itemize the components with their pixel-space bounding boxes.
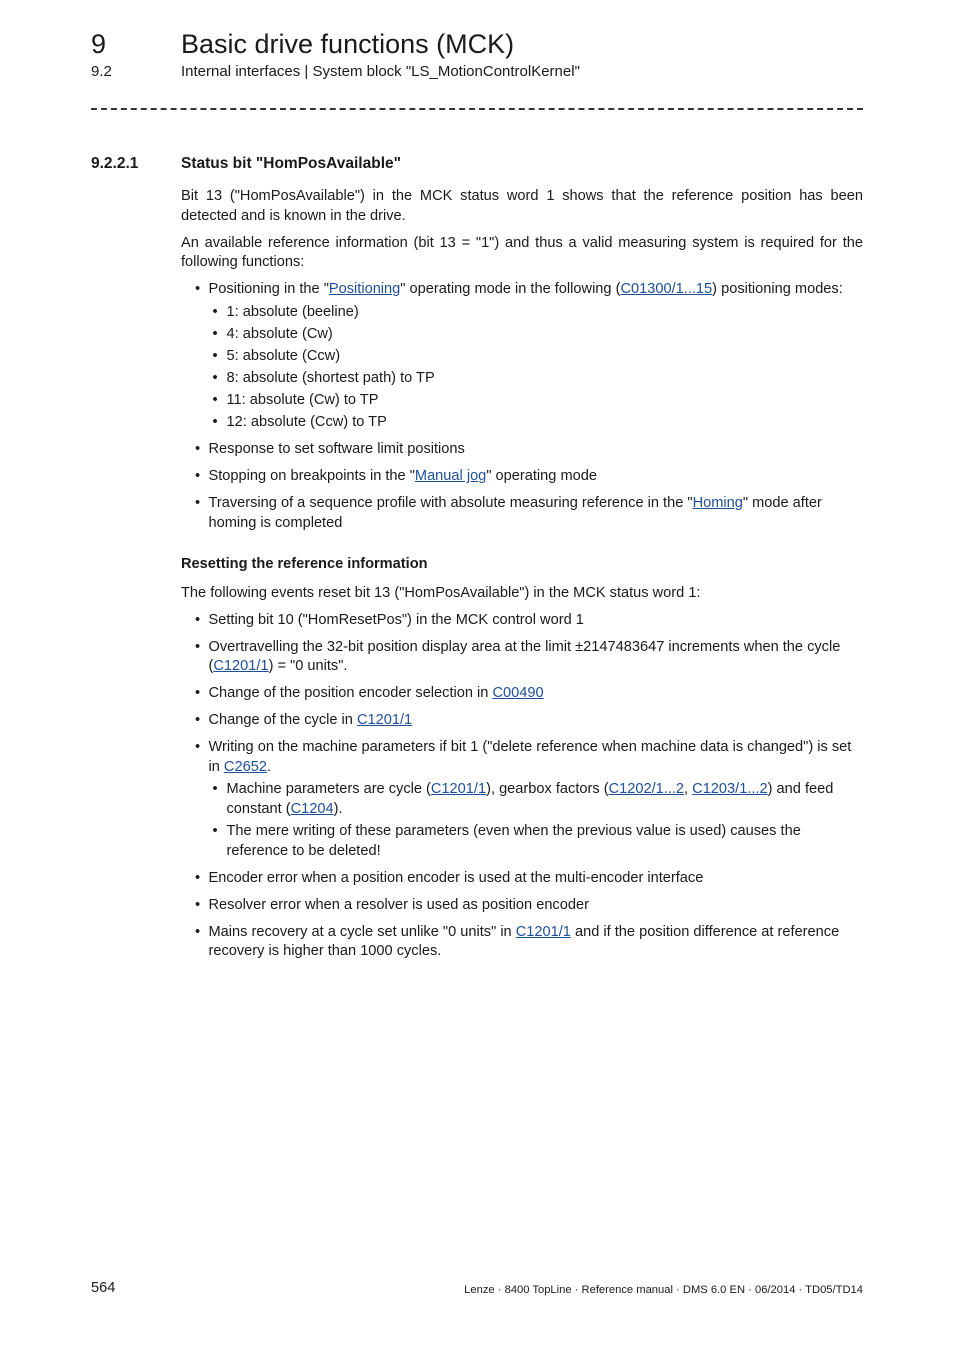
page-number: 564 bbox=[91, 1280, 116, 1296]
c1201-link[interactable]: C1201/1 bbox=[430, 781, 487, 798]
main-content bbox=[181, 187, 863, 969]
heading-title: Status bit "HomPosAvailable" bbox=[181, 155, 401, 172]
required-functions-list bbox=[181, 280, 863, 533]
text: . bbox=[266, 758, 271, 775]
text: and if the position difference at reference recovery is higher than 1000 cycles. bbox=[208, 923, 840, 960]
reset-events-list bbox=[181, 611, 863, 962]
c1202-link[interactable]: C1202/1...2 bbox=[608, 781, 685, 798]
section-title: Internal interfaces | System block "LS_MotionControlKernel" bbox=[181, 63, 580, 80]
chapter-number: 9 bbox=[91, 29, 107, 59]
list-item: • Resolver error when a resolver is used as position encoder bbox=[181, 896, 863, 916]
list-item bbox=[181, 738, 863, 861]
list-item bbox=[181, 467, 863, 487]
list-item bbox=[181, 923, 863, 962]
homing-link[interactable]: Homing bbox=[692, 495, 743, 512]
c1201-link[interactable]: C1201/1 bbox=[515, 923, 571, 940]
list-item: • Setting bit 10 ("HomResetPos") in the MCK control word 1 bbox=[181, 611, 863, 631]
text: Positioning in the " bbox=[208, 281, 329, 297]
footer-doc-info: Lenze · 8400 TopLine · Reference manual · DMS 6.0 EN · 06/2014 · TD05/TD14 bbox=[464, 1284, 863, 1296]
machine-parameters-list bbox=[209, 780, 864, 861]
text: , bbox=[684, 781, 693, 798]
c01300-link[interactable]: C01300/1...15 bbox=[620, 281, 713, 297]
intro-paragraph-1: Bit 13 ("HomPosAvailable") in the MCK status word 1 shows that the reference position has been detected and is known in the drive. bbox=[181, 188, 863, 224]
c00490-link[interactable]: C00490 bbox=[492, 685, 544, 702]
list-item bbox=[181, 684, 863, 704]
c1204-link[interactable]: C1204 bbox=[290, 800, 334, 817]
list-item bbox=[181, 280, 863, 433]
text: " operating mode in the following ( bbox=[400, 281, 621, 297]
list-item: • Response to set software limit positions bbox=[181, 440, 863, 460]
list-item: • 4: absolute (Cw) bbox=[209, 325, 864, 345]
c1203-link[interactable]: C1203/1...2 bbox=[692, 781, 768, 798]
text: Machine parameters are cycle ( bbox=[226, 781, 431, 798]
list-item: • 11: absolute (Cw) to TP bbox=[209, 391, 864, 411]
positioning-modes-list bbox=[209, 303, 864, 433]
text: Traversing of a sequence profile with absolute measuring reference in the " bbox=[208, 495, 693, 512]
text: Mains recovery at a cycle set unlike "0 units" in bbox=[208, 923, 516, 940]
list-item: • 12: absolute (Ccw) to TP bbox=[209, 413, 864, 433]
list-item: • 8: absolute (shortest path) to TP bbox=[209, 369, 864, 389]
list-item bbox=[209, 780, 864, 819]
text: ), gearbox factors ( bbox=[486, 781, 609, 798]
text: ) positioning modes: bbox=[712, 281, 843, 297]
positioning-link[interactable]: Positioning bbox=[328, 281, 401, 297]
subheading: Resetting the reference information bbox=[181, 556, 428, 573]
manual-jog-link[interactable]: Manual jog bbox=[414, 468, 487, 485]
list-item bbox=[181, 494, 863, 533]
text: Change of the cycle in bbox=[208, 712, 357, 729]
list-item bbox=[181, 638, 863, 677]
c1201-link[interactable]: C1201/1 bbox=[356, 712, 413, 729]
list-item bbox=[181, 711, 863, 731]
header-divider bbox=[91, 108, 863, 110]
c1201-link[interactable]: C1201/1 bbox=[213, 658, 269, 675]
text: Writing on the machine parameters if bit 1 ("delete reference when machine data is changed") is set in bbox=[208, 739, 852, 775]
chapter-title: Basic drive functions (MCK) bbox=[181, 29, 515, 59]
intro-paragraph-2: An available reference information (bit 13 = "1") and thus a valid measuring system is required for the following functions: bbox=[181, 234, 863, 270]
text: ). bbox=[333, 800, 343, 817]
list-item: • The mere writing of these parameters (even when the previous value is used) causes the reference to be deleted! bbox=[209, 822, 864, 861]
text: ) and feed constant ( bbox=[226, 781, 834, 817]
list-item: • 1: absolute (beeline) bbox=[209, 303, 864, 323]
list-item: • 5: absolute (Ccw) bbox=[209, 347, 864, 367]
section-number: 9.2 bbox=[91, 63, 112, 80]
text: ) = "0 units". bbox=[268, 658, 348, 675]
text: Overtravelling the 32-bit position display area at the limit ±2147483647 increments when the cycle ( bbox=[208, 638, 841, 675]
heading-number: 9.2.2.1 bbox=[91, 155, 139, 172]
text: Change of the position encoder selection in bbox=[208, 685, 493, 702]
c2652-link[interactable]: C2652 bbox=[223, 758, 267, 775]
text: " mode after homing is completed bbox=[208, 495, 822, 531]
text: Stopping on breakpoints in the " bbox=[208, 468, 415, 485]
text: " operating mode bbox=[486, 468, 597, 485]
reset-intro: The following events reset bit 13 ("HomPosAvailable") in the MCK status word 1: bbox=[181, 584, 701, 601]
list-item: • Encoder error when a position encoder is used at the multi-encoder interface bbox=[181, 869, 863, 889]
